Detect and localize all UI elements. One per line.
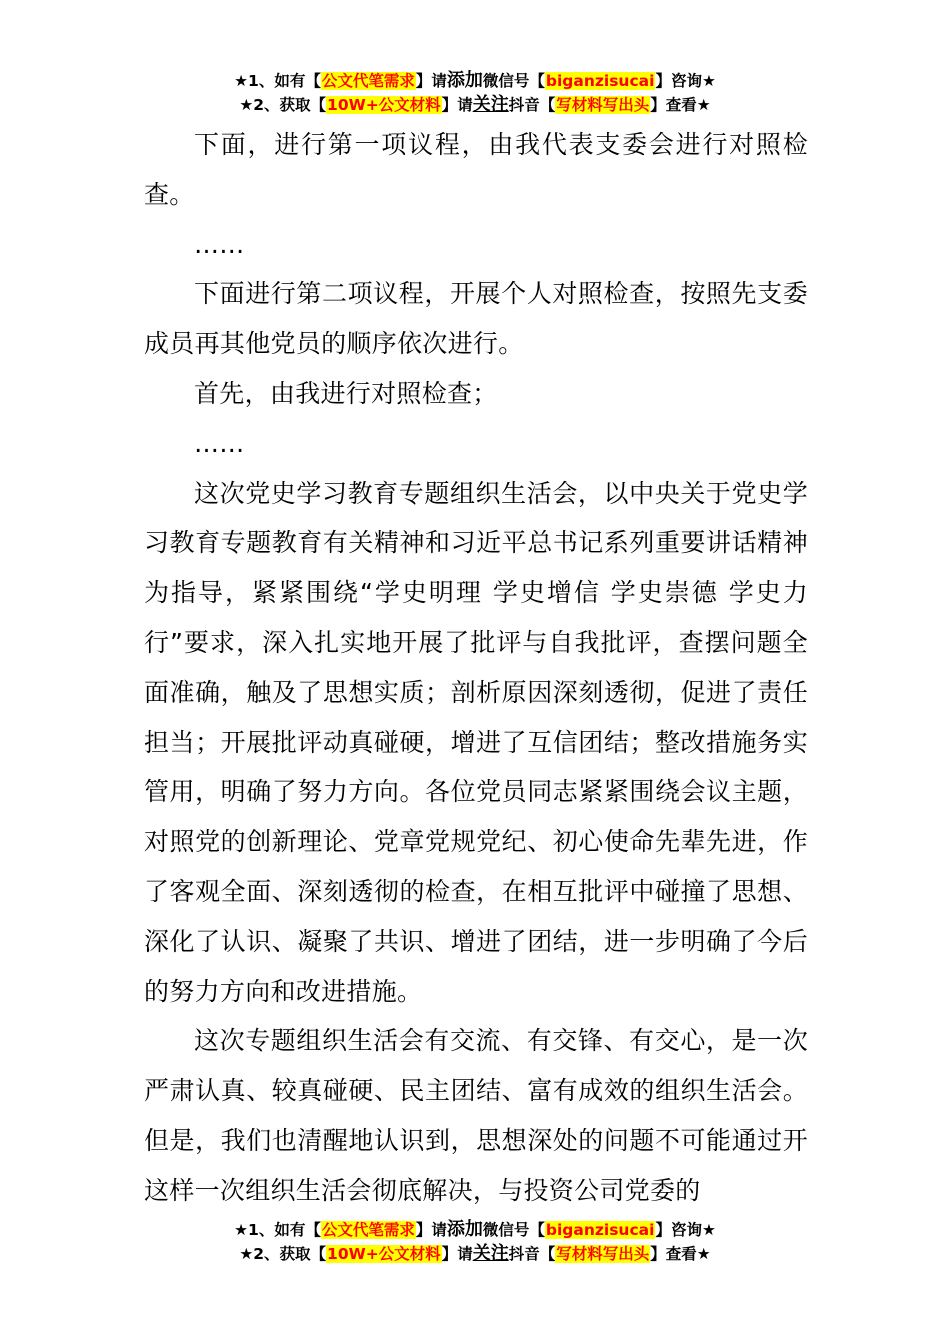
banner-text: 】查看★ xyxy=(650,96,711,114)
banner-emphasis-underlined: 关注 xyxy=(472,1243,509,1264)
highlight-service: 公文代笔需求 xyxy=(321,72,415,90)
banner-emphasis-underlined: 关注 xyxy=(472,94,509,115)
paragraph: 下面进行第二项议程，开展个人对照检查，按照先支委成员再其他党员的顺序依次进行。 xyxy=(144,279,808,359)
banner-text: 微信号【 xyxy=(482,72,545,90)
banner-text: 抖音【 xyxy=(508,96,556,114)
footer-banner xyxy=(0,1218,950,1266)
banner-text: 】请 xyxy=(415,1221,447,1239)
footer-banner-line-2 xyxy=(0,1242,950,1266)
highlight-wechat-id: biganzisucai xyxy=(545,1221,655,1239)
highlight-service: 公文代笔需求 xyxy=(321,1221,415,1239)
banner-text: 微信号【 xyxy=(482,1221,545,1239)
highlight-douyin-account: 写材料写出头 xyxy=(556,96,650,114)
banner-text: 】请 xyxy=(415,72,447,90)
highlight-materials: 10W+公文材料 xyxy=(327,96,441,114)
highlight-douyin-account: 写材料写出头 xyxy=(556,1245,650,1263)
banner-text: 】咨询★ xyxy=(655,1221,716,1239)
banner-text: 】查看★ xyxy=(650,1245,711,1263)
banner-emphasis: 添加 xyxy=(446,70,483,91)
paragraph-ellipsis: …… xyxy=(194,428,245,458)
paragraph-ellipsis: …… xyxy=(194,229,245,259)
header-banner-line-1 xyxy=(0,69,950,93)
paragraph: 这次专题组织生活会有交流、有交锋、有交心，是一次严肃认真、较真碰硬、民主团结、富有成效的组织生活会。但是，我们也清醒地认识到，思想深处的问题不可能通过开这样一次组织生活会彻底解决，与投资公司党委的 xyxy=(144,1026,808,1205)
paragraph: 这次党史学习教育专题组织生活会，以中央关于党史学习教育专题教育有关精神和习近平总书记系列重要讲话精神为指导，紧紧围绕“学史明理 学史增信 学史崇德 学史力行”要求，深入扎实地开展了批评与自我批评，查摆问题全面准确，触及了思想实质；剖析原因深刻透彻，促进了责任担当；开展批评动真碰硬，增进了互信团结；整改措施务实管用，明确了努力方向。各位党员同志紧紧围绕会议主题，对照党的创新理论、党章党规党纪、初心使命先辈先进，作了客观全面、深刻透彻的检查，在相互批评中碰撞了思想、深化了认识、凝聚了共识、增进了团结，进一步明确了今后的努力方向和改进措施。 xyxy=(144,478,808,1006)
banner-text: ★1、如有【 xyxy=(234,72,321,90)
banner-text: ★2、获取【 xyxy=(239,96,327,114)
banner-text: ★2、获取【 xyxy=(239,1245,327,1263)
header-banner xyxy=(0,69,950,117)
highlight-materials: 10W+公文材料 xyxy=(327,1245,441,1263)
footer-banner-line-1 xyxy=(0,1218,950,1242)
paragraph: 首先，由我进行对照检查； xyxy=(194,378,498,408)
highlight-wechat-id: biganzisucai xyxy=(545,72,655,90)
banner-text: 】咨询★ xyxy=(655,72,716,90)
banner-text: ★1、如有【 xyxy=(234,1221,321,1239)
document-body xyxy=(144,120,808,1216)
paragraph: 下面，进行第一项议程，由我代表支委会进行对照检查。 xyxy=(144,130,808,209)
banner-text: 抖音【 xyxy=(508,1245,556,1263)
banner-emphasis: 添加 xyxy=(446,1219,483,1240)
banner-text: 】请 xyxy=(441,1245,473,1263)
header-banner-line-2 xyxy=(0,93,950,117)
banner-text: 】请 xyxy=(441,96,473,114)
